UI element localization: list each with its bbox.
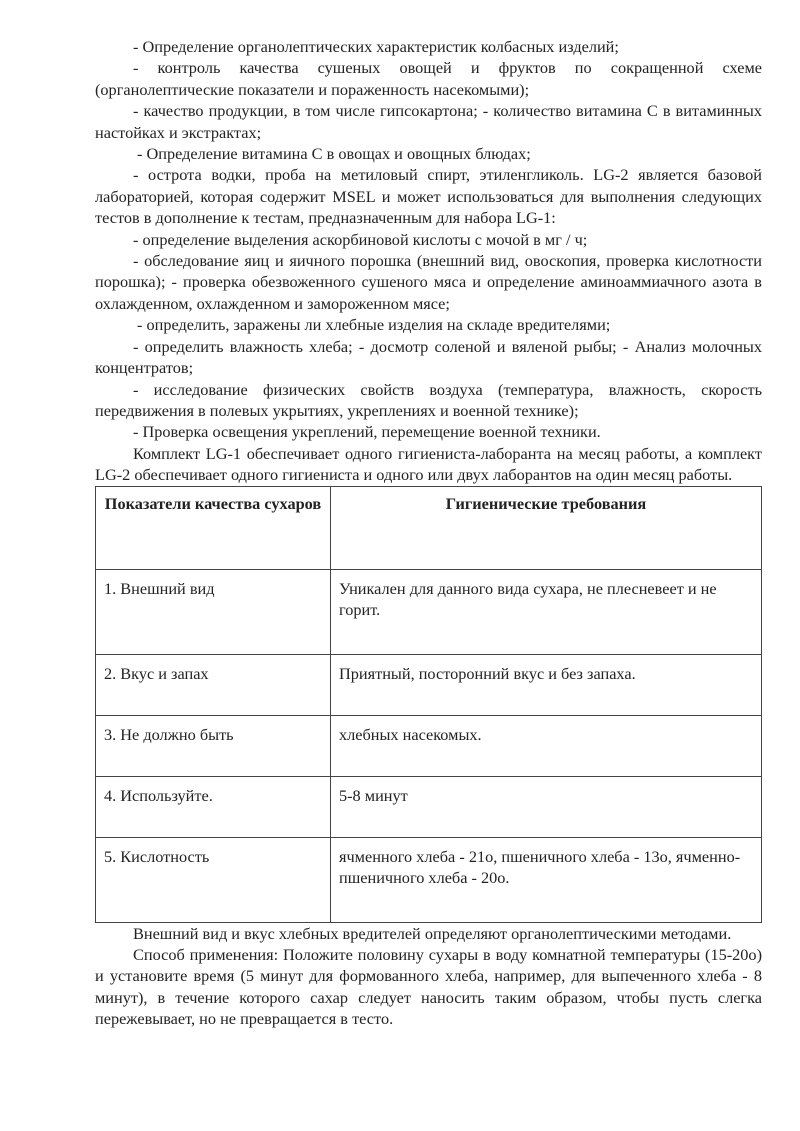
table-header-cell: Гигиенические требования	[331, 486, 762, 569]
table-header-row	[96, 486, 762, 569]
paragraph: - Проверка освещения укреплений, перемещение военной техники.	[133, 422, 601, 442]
table-cell: Уникален для данного вида сухара, не плесневеет и не горит.	[331, 569, 762, 654]
paragraph: Внешний вид и вкус хлебных вредителей определяют органолептическими методами.	[133, 923, 732, 943]
document-page	[95, 36, 762, 1030]
paragraph: - исследование физических свойств воздуха (температура, влажность, скорость передвижения в полевых укрытиях, укреплениях и военной технике);	[95, 379, 762, 420]
table-row	[96, 837, 762, 922]
table-cell: 5-8 минут	[331, 776, 762, 837]
paragraph: - качество продукции, в том числе гипсокартона; - количество витамина С в витаминных настойках и экстрактах;	[95, 101, 762, 142]
paragraph: Комплект LG-1 обеспечивает одного гигиениста-лаборанта на месяц работы, а комплект LG-2 обеспечивает одного гигиениста и одного или двух лаборантов на один месяц работы.	[95, 443, 762, 485]
table-cell: Приятный, посторонний вкус и без запаха.	[331, 654, 762, 715]
table-row	[96, 569, 762, 654]
paragraph: - Определение органолептических характеристик колбасных изделий;	[133, 37, 619, 56]
quality-table	[95, 486, 762, 923]
paragraph: - определение выделения аскорбиновой кислоты с мочой в мг / ч;	[133, 229, 588, 249]
table-cell: 3. Не должно быть	[96, 715, 331, 776]
paragraph: - определить, заражены ли хлебные изделия на складе вредителями;	[137, 315, 611, 335]
paragraph: - обследование яиц и яичного порошка (внешний вид, овоскопия, проверка кислотности порошка); - проверка обезвоженного сушеного мяса и определение аминоаммиачного азота в охлажденном, охлажденном и замороженном мясе;	[95, 251, 762, 313]
table-cell: ячменного хлеба - 21о, пшеничного хлеба - 13о, ячменно-пшеничного хлеба - 20о.	[331, 837, 762, 922]
table-cell: 1. Внешний вид	[96, 569, 331, 654]
table-cell: 2. Вкус и запах	[96, 654, 331, 715]
table-cell: хлебных насекомых.	[331, 715, 762, 776]
paragraph: Способ применения: Положите половину сухары в воду комнатной температуры (15-20о) и установите время (5 минут для формованного хлеба, например, для выпеченного хлеба - 8 минут), в течение которого сахар следует наносить таким образом, чтобы пусть слегка пережевывает, но не превращается в тесто.	[95, 944, 762, 1029]
table-row	[96, 776, 762, 837]
table-row	[96, 654, 762, 715]
paragraph: - определить влажность хлеба; - досмотр соленой и вяленой рыбы; - Анализ молочных концентратов;	[95, 336, 762, 378]
paragraph: - острота водки, проба на метиловый спирт, этиленгликоль. LG-2 является базовой лабораторией, которая содержит MSEL и может использоваться для выполнения следующих тестов в дополнение к тестам, предназначенным для набора LG-1:	[95, 165, 762, 228]
table-row	[96, 715, 762, 776]
table-cell: 4. Используйте.	[96, 776, 331, 837]
table-header-cell: Показатели качества сухаров	[96, 486, 331, 569]
table-cell: 5. Кислотность	[96, 837, 331, 922]
paragraph: - контроль качества сушеных овощей и фруктов по сокращенной схеме (органолептические показатели и пораженность насекомыми);	[95, 58, 762, 99]
paragraph: - Определение витамина С в овощах и овощных блюдах;	[137, 144, 531, 164]
